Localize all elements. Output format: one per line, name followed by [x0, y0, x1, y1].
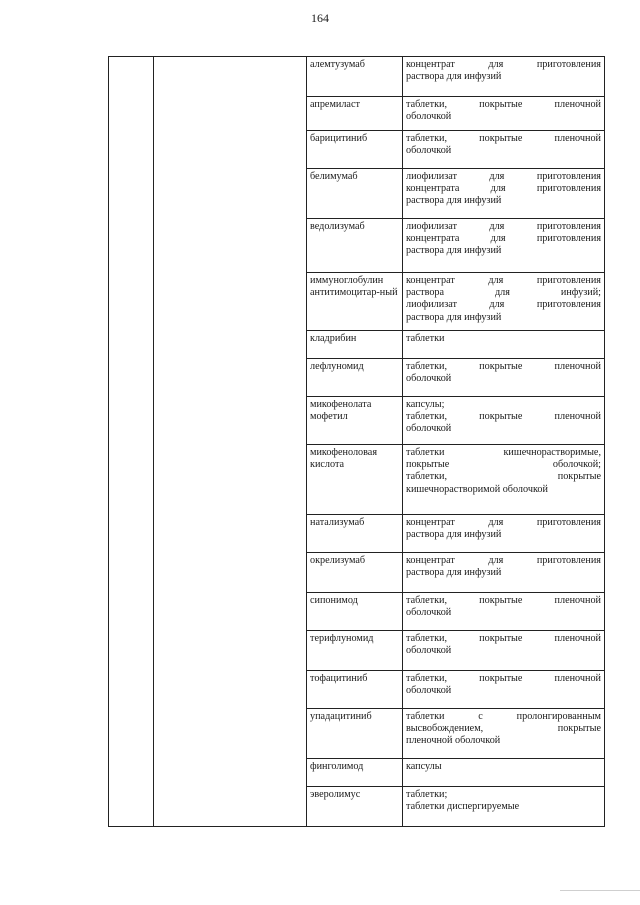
- drug-name-cell: [307, 593, 403, 631]
- drug-name: натализумаб: [310, 517, 365, 528]
- drug-name-cell: [307, 709, 403, 759]
- drug-name-cell: [307, 671, 403, 709]
- dosage-form-cell: [403, 331, 605, 359]
- dosage-form-line: покрытые оболочкой;: [406, 459, 601, 471]
- drug-name: тофацитиниб: [310, 673, 368, 684]
- drug-name-cell: [307, 57, 403, 97]
- dosage-form-line: раствора для инфузий: [406, 311, 502, 323]
- dosage-form-cell: [403, 709, 605, 759]
- drug-name: финголимод: [310, 761, 364, 772]
- dosage-form-line: оболочкой: [406, 607, 452, 619]
- dosage-form-line: концентрат для приготовления: [406, 555, 601, 566]
- drug-name-cell: [307, 97, 403, 131]
- dosage-form-line: таблетки с пролонгированным: [406, 711, 601, 722]
- dosage-form-line: таблетки, покрытые пленочной: [406, 361, 601, 372]
- drug-name-cell: [307, 169, 403, 219]
- drug-name-cell: [307, 787, 403, 827]
- dosage-form-line: кишечнорастворимой оболочкой: [406, 483, 548, 495]
- table-row: [109, 57, 605, 97]
- dosage-form-line: концентрат для приготовления: [406, 59, 601, 70]
- dosage-form-line: таблетки кишечнорастворимые,: [406, 447, 601, 458]
- dosage-form-cell: [403, 397, 605, 445]
- dosage-form-line: лиофилизат для приготовления: [406, 299, 601, 311]
- drug-name: упадацитиниб: [310, 711, 372, 722]
- dosage-form-cell: [403, 553, 605, 593]
- dosage-form-line: таблетки: [406, 333, 445, 344]
- dosage-form-line: таблетки, покрытые пленочной: [406, 595, 601, 606]
- dosage-form-line: капсулы;: [406, 399, 445, 410]
- drug-table: [108, 56, 605, 827]
- drug-name: окрелизумаб: [310, 555, 366, 566]
- dosage-form-line: раствора для инфузий: [406, 245, 502, 257]
- scan-edge-mark: [560, 890, 640, 891]
- dosage-form-line: таблетки, покрытые пленочной: [406, 633, 601, 644]
- dosage-form-line: оболочкой: [406, 423, 452, 435]
- drug-name-cell: [307, 359, 403, 397]
- dosage-form-line: капсулы: [406, 761, 442, 772]
- dosage-form-cell: [403, 359, 605, 397]
- dosage-form-line: лиофилизат для приготовления: [406, 221, 601, 232]
- dosage-form-cell: [403, 273, 605, 331]
- dosage-form-line: оболочкой: [406, 645, 452, 657]
- dosage-form-cell: [403, 515, 605, 553]
- drug-name-cell: [307, 631, 403, 671]
- drug-name: иммуноглобулин антитимоцитар-ный: [310, 275, 398, 299]
- drug-name-cell: [307, 445, 403, 515]
- drug-name: ведолизумаб: [310, 221, 365, 232]
- drug-name: кладрибин: [310, 333, 357, 344]
- drug-name: алемтузумаб: [310, 59, 365, 70]
- dosage-form-line: концентрата для приготовления: [406, 183, 601, 195]
- drug-name: эверолимус: [310, 789, 361, 800]
- dosage-form-line: оболочкой: [406, 373, 452, 385]
- drug-name-cell: [307, 397, 403, 445]
- code-cell: [109, 57, 154, 827]
- dosage-form-line: концентрат для приготовления: [406, 275, 601, 286]
- dosage-form-line: лиофилизат для приготовления: [406, 171, 601, 182]
- drug-name-cell: [307, 219, 403, 273]
- dosage-form-line: пленочной оболочкой: [406, 735, 501, 747]
- dosage-form-line: раствора для инфузий: [406, 567, 502, 579]
- dosage-form-cell: [403, 445, 605, 515]
- dosage-form-line: раствора для инфузий: [406, 529, 502, 541]
- page-number: 164: [311, 11, 329, 25]
- drug-name: микофенолата мофетил: [310, 399, 372, 423]
- drug-name-cell: [307, 515, 403, 553]
- dosage-form-line: таблетки, покрытые: [406, 471, 601, 483]
- dosage-form-line: оболочкой: [406, 145, 452, 157]
- dosage-form-line: таблетки;: [406, 789, 448, 800]
- dosage-form-cell: [403, 787, 605, 827]
- dosage-form-line: раствора для инфузий: [406, 71, 502, 83]
- drug-name-cell: [307, 273, 403, 331]
- dosage-form-cell: [403, 219, 605, 273]
- drug-name: апремиласт: [310, 99, 360, 110]
- drug-name: лефлуномид: [310, 361, 364, 372]
- drug-name: терифлуномид: [310, 633, 374, 644]
- group-cell: [154, 57, 307, 827]
- drug-name-cell: [307, 331, 403, 359]
- dosage-form-cell: [403, 57, 605, 97]
- drug-name-cell: [307, 131, 403, 169]
- dosage-form-line: таблетки, покрытые пленочной: [406, 411, 601, 423]
- dosage-form-line: оболочкой: [406, 685, 452, 697]
- dosage-form-cell: [403, 631, 605, 671]
- dosage-form-line: высвобождением, покрытые: [406, 723, 601, 735]
- dosage-form-line: таблетки, покрытые пленочной: [406, 133, 601, 144]
- dosage-form-line: оболочкой: [406, 111, 452, 123]
- dosage-form-cell: [403, 97, 605, 131]
- dosage-form-line: таблетки диспергируемые: [406, 801, 520, 813]
- dosage-form-cell: [403, 759, 605, 787]
- dosage-form-cell: [403, 593, 605, 631]
- dosage-form-line: концентрат для приготовления: [406, 517, 601, 528]
- drug-name: барицитиниб: [310, 133, 368, 144]
- dosage-form-cell: [403, 671, 605, 709]
- drug-table-body: [109, 57, 605, 827]
- dosage-form-line: раствора для инфузий;: [406, 287, 601, 299]
- dosage-form-line: таблетки, покрытые пленочной: [406, 99, 601, 110]
- drug-name: сипонимод: [310, 595, 358, 606]
- dosage-form-line: таблетки, покрытые пленочной: [406, 673, 601, 684]
- drug-name: микофеноловая кислота: [310, 447, 378, 471]
- drug-name: белимумаб: [310, 171, 358, 182]
- dosage-form-cell: [403, 131, 605, 169]
- dosage-form-cell: [403, 169, 605, 219]
- drug-name-cell: [307, 759, 403, 787]
- dosage-form-line: концентрата для приготовления: [406, 233, 601, 245]
- drug-name-cell: [307, 553, 403, 593]
- dosage-form-line: раствора для инфузий: [406, 195, 502, 207]
